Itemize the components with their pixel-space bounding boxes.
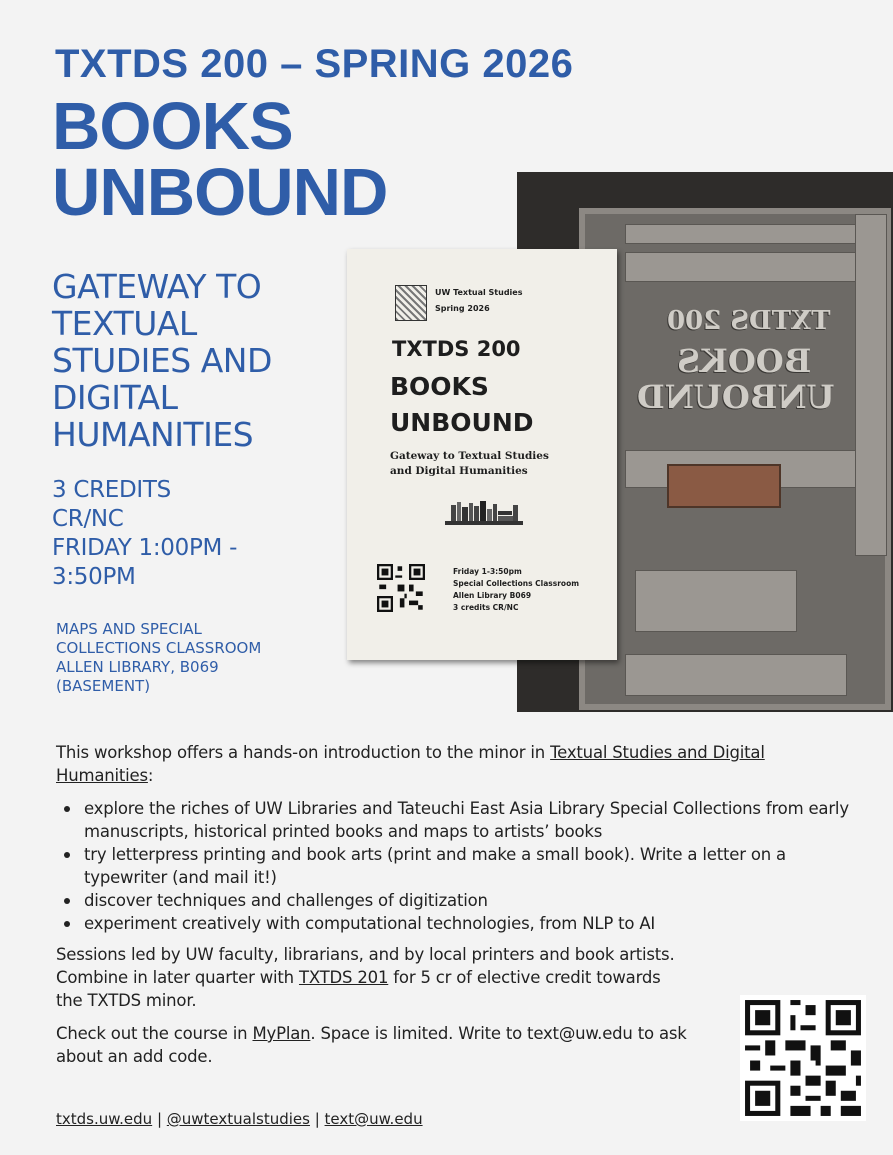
list-item: discover techniques and challenges of digitization [56,889,856,912]
qr-code-icon [377,564,425,612]
social-link[interactable]: @uwtextualstudies [166,1110,310,1128]
course-description [56,741,856,1068]
list-item: explore the riches of UW Libraries and Tateuchi East Asia Library Special Collections from early manuscripts, historical printed books and maps to artists’ books [56,797,856,843]
uw-textual-studies-logo-icon [395,285,427,321]
reversed-type-books: BOOKS [677,342,812,380]
title-line-2: UNBOUND [52,155,388,230]
flyer-info [453,566,579,614]
type-slug [625,252,857,282]
schedule-line-1: FRIDAY 1:00PM - [52,535,238,561]
page-title [52,89,388,230]
checkout-paragraph [56,1022,716,1068]
flyer-department [435,285,522,317]
location [56,620,261,696]
course-details [52,476,237,592]
reversed-type-unbound: UNBOUND [637,378,835,416]
flyer-subtitle [390,449,549,479]
flyer-dept-line: Spring 2026 [435,304,490,313]
course-line: TXTDS 200 – SPRING 2026 [55,42,574,86]
flyer-title-line: BOOKS [390,372,489,401]
intro-end: : [147,766,154,785]
type-slug [625,654,847,696]
location-line: COLLECTIONS CLASSROOM [56,639,262,657]
flyer-title [390,369,534,441]
flyer-info-line: Friday 1-3:50pm [453,567,522,576]
txtds-201-link[interactable]: TXTDS 201 [298,968,389,987]
book-stack-illustration-icon [443,497,525,527]
checkout-text: Check out the course in [56,1024,253,1043]
intro-text: This workshop offers a hands-on introduction to the minor in [56,743,551,762]
footer-separator: | [152,1110,167,1128]
minor-link[interactable]: Textual Studies and Digital Humanities [56,743,765,785]
footer-separator: | [309,1110,325,1128]
sessions-paragraph [56,943,676,1012]
flyer-dept-line: UW Textual Studies [435,288,523,297]
type-slug [635,570,797,632]
type-slug [855,214,887,556]
subtitle [52,268,272,453]
footer [56,1109,423,1129]
flyer-info-line: Allen Library B069 [453,591,532,600]
schedule-line-2: 3:50PM [52,564,136,590]
grading: CR/NC [52,506,124,532]
copper-cut-block [667,464,781,508]
flyer-title-line: UNBOUND [390,408,534,437]
press-chase [579,208,891,710]
location-line: ALLEN LIBRARY, B069 [56,658,219,676]
flyer-course: TXTDS 200 [392,337,521,361]
sessions-text: Sessions led by UW faculty, librarians, and by local printers and book artists. Combine in later quarter with [56,945,675,987]
subtitle-line: HUMANITIES [52,415,254,454]
list-item: experiment creatively with computational technologies, from NLP to AI [56,912,856,935]
subtitle-line: DIGITAL [52,378,178,417]
flyer-sub-line: Gateway to Textual Studies [390,450,549,462]
credits: 3 CREDITS [52,477,171,503]
myplan-link[interactable]: MyPlan [252,1024,311,1043]
website-link[interactable]: txtds.uw.edu [56,1110,153,1128]
location-line: MAPS AND SPECIAL [56,620,202,638]
email-link[interactable]: text@uw.edu [324,1110,423,1128]
type-slug [625,224,857,244]
flyer-info-line: 3 credits CR/NC [453,603,519,612]
location-line: (BASEMENT) [56,677,151,695]
flyer-sub-line: and Digital Humanities [390,465,528,477]
title-line-1: BOOKS [52,89,293,164]
subtitle-line: GATEWAY TO [52,267,262,306]
subtitle-line: TEXTUAL [52,304,197,343]
subtitle-line: STUDIES AND [52,341,272,380]
reversed-type-course: TXTDS 200 [667,306,831,336]
qr-code-icon[interactable] [740,995,866,1121]
intro-paragraph [56,741,856,787]
printed-flyer [347,249,617,660]
flyer-info-line: Special Collections Classroom [453,579,580,588]
checkout-text-end: . Space is limited. Write to text@uw.edu to ask about an add code. [56,1024,687,1066]
activity-list [56,797,856,935]
sessions-text-end: for 5 cr of elective credit towards the TXTDS minor. [56,968,661,1010]
list-item: try letterpress printing and book arts (print and make a small book). Write a letter on a typewriter (and mail it!) [56,843,856,889]
